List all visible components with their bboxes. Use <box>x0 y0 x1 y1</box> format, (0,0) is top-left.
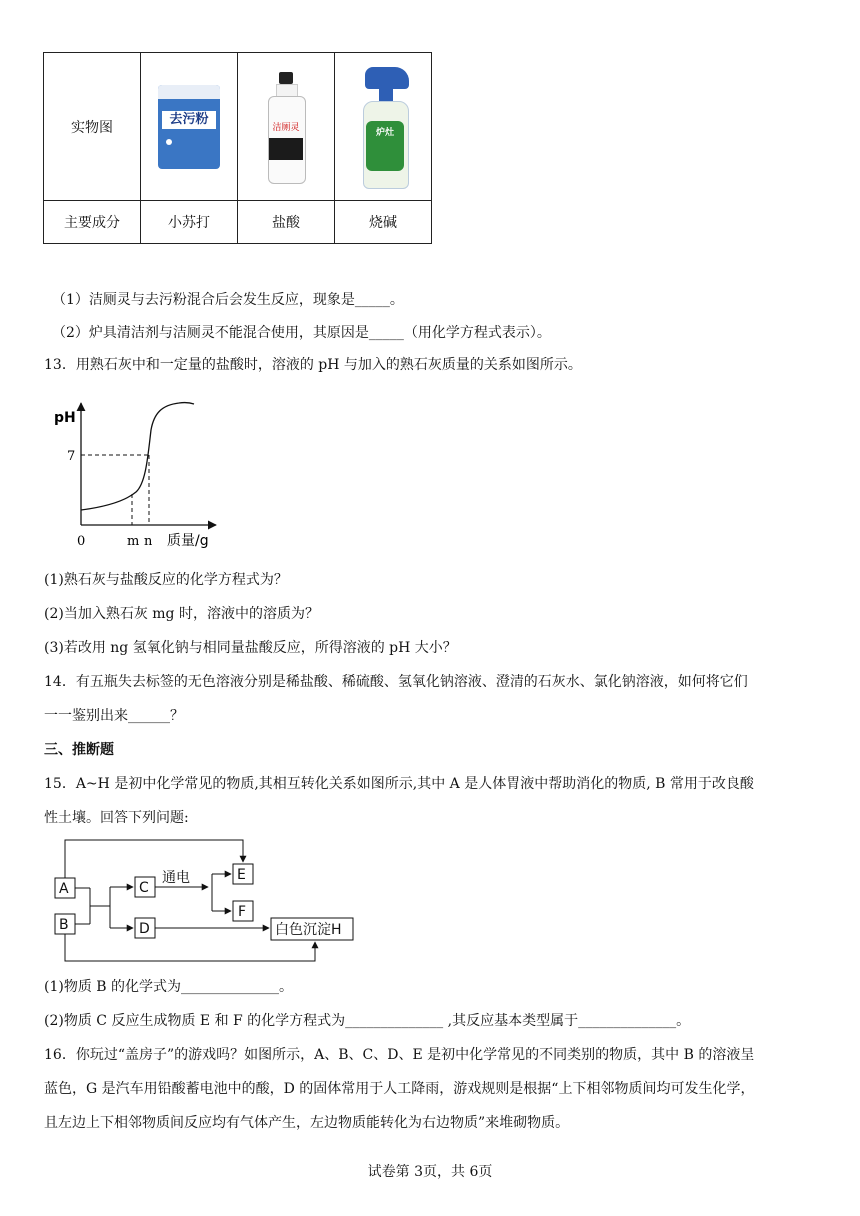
q15-sub1: (1)物质 B 的化学式为______________。 <box>44 979 294 995</box>
x-tick-n: n <box>144 534 153 549</box>
q15-line2: 性土壤。回答下列问题: <box>44 810 189 826</box>
q13-sub3: (3)若改用 ng 氢氧化钠与相同量盐酸反应，所得溶液的 pH 大小？ <box>44 640 457 656</box>
q16-line1: 16．你玩过“盖房子”的游戏吗？如图所示，A、B、C、D、E 是初中化学常见的不同类别的物质，其中 B 的溶液呈 <box>44 1047 755 1063</box>
q15-line1: 15．A~H 是初中化学常见的物质,其相互转化关系如图所示,其中 A 是人体胃液中帮助消化的物质, B 常用于改良酸 <box>44 776 754 792</box>
ph-chart <box>44 395 234 555</box>
q16-line3: 且左边上下相邻物质间反应均有气体产生，左边物质能转化为右边物质”来堆砌物质。 <box>44 1115 570 1131</box>
q13-sub2: (2)当加入熟石灰 mg 时，溶液中的溶质为？ <box>44 606 319 622</box>
label-d: D <box>139 921 150 937</box>
row-header-ingredient: 主要成分 <box>44 201 141 244</box>
label-c: C <box>139 880 149 896</box>
label-electrolysis: 通电 <box>162 870 190 886</box>
label-f: F <box>238 904 247 920</box>
label-a: A <box>59 881 69 897</box>
y-tick-7: 7 <box>67 449 76 464</box>
ph-curve <box>81 403 194 510</box>
q12-part2: （2）炉具清洁剂与洁厕灵不能混合使用，其原因是_____（用化学方程式表示）。 <box>52 325 551 341</box>
label-h: 白色沉淀H <box>275 922 342 938</box>
label-e: E <box>237 867 246 883</box>
q16-line2: 蓝色，G 是汽车用铅酸蓄电池中的酸，D 的固体常用于人工降雨，游戏规则是根据“上下相邻物质间均可发生化学， <box>44 1081 755 1097</box>
product-cell <box>238 53 335 201</box>
toilet-cleaner-bottle-image: 洁厕灵 <box>266 72 306 182</box>
q13-stem: 13．用熟石灰中和一定量的盐酸时，溶液的 pH 与加入的熟石灰质量的关系如图所示。 <box>44 357 582 373</box>
q13-sub1: (1)熟石灰与盐酸反应的化学方程式为？ <box>44 572 288 588</box>
y-axis-label: pH <box>54 410 76 426</box>
stove-cleaner-spray-image: 炉灶 <box>351 67 415 187</box>
product-table <box>43 52 432 244</box>
conversion-diagram <box>44 836 364 968</box>
q12-part1: （1）洁厕灵与去污粉混合后会发生反应，现象是_____。 <box>52 292 404 308</box>
x-axis-label: 质量/g <box>167 533 209 549</box>
table-row <box>44 201 432 244</box>
ingredient-cell: 烧碱 <box>335 201 432 244</box>
origin-label: 0 <box>77 534 86 549</box>
q15-sub2: (2)物质 C 反应生成物质 E 和 F 的化学方程式为______________ ,其反应基本类型属于______________。 <box>44 1013 691 1029</box>
row-header-image: 实物图 <box>44 53 141 201</box>
ingredient-cell: 小苏打 <box>141 201 238 244</box>
label-b: B <box>59 917 69 933</box>
product-cell <box>335 53 432 201</box>
detergent-powder-package-image: 去污粉 <box>158 85 220 169</box>
x-tick-m: m <box>127 534 140 549</box>
section-title: 三、推断题 <box>44 742 114 758</box>
q14-line2: 一一鉴别出来______？ <box>44 708 184 724</box>
ingredient-cell: 盐酸 <box>238 201 335 244</box>
product-cell <box>141 53 238 201</box>
page-footer: 试卷第 3页，共 6页 <box>367 1164 493 1180</box>
table-row <box>44 53 432 201</box>
q14-line1: 14．有五瓶失去标签的无色溶液分别是稀盐酸、稀硫酸、氢氧化钠溶液、澄清的石灰水、氯化钠溶液，如何将它们 <box>44 674 748 690</box>
